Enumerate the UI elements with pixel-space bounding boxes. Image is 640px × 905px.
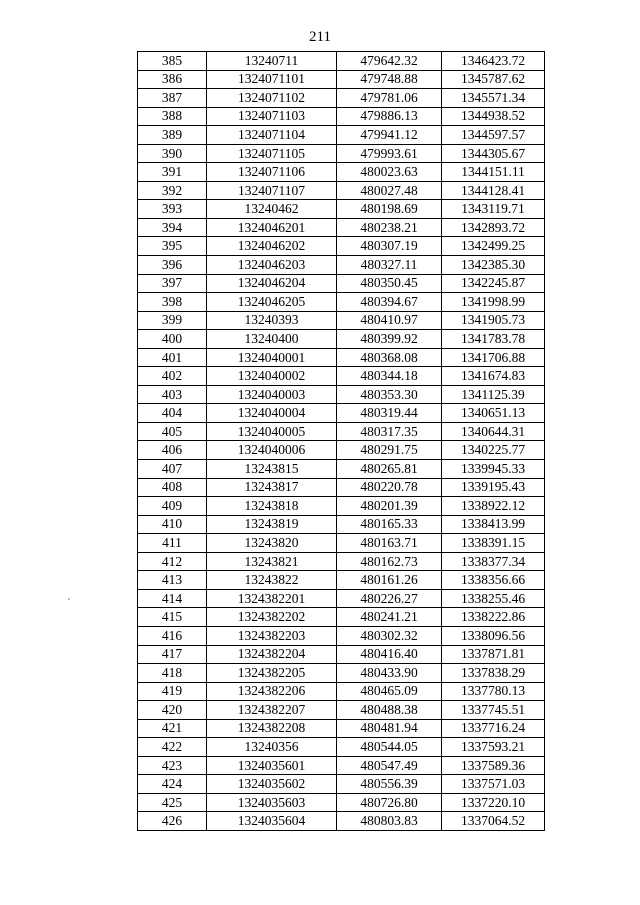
point-id-cell: 1324071106 xyxy=(207,163,337,182)
point-id-cell: 1324382206 xyxy=(207,682,337,701)
x-coordinate-cell: 480726.80 xyxy=(337,793,442,812)
point-id-cell: 1324040006 xyxy=(207,441,337,460)
point-id-cell: 1324071102 xyxy=(207,89,337,108)
x-coordinate-cell: 480488.38 xyxy=(337,701,442,720)
x-coordinate-cell: 480162.73 xyxy=(337,552,442,571)
y-coordinate-cell: 1340644.31 xyxy=(442,422,545,441)
y-coordinate-cell: 1342499.25 xyxy=(442,237,545,256)
table-row xyxy=(138,144,545,163)
y-coordinate-cell: 1339195.43 xyxy=(442,478,545,497)
row-number-cell: 389 xyxy=(138,126,207,145)
table-row xyxy=(138,478,545,497)
table-row xyxy=(138,738,545,757)
row-number-cell: 387 xyxy=(138,89,207,108)
point-id-cell: 13243818 xyxy=(207,497,337,516)
y-coordinate-cell: 1337871.81 xyxy=(442,645,545,664)
row-number-cell: 420 xyxy=(138,701,207,720)
point-id-cell: 1324046201 xyxy=(207,218,337,237)
point-id-cell: 1324046205 xyxy=(207,293,337,312)
coordinates-table-body xyxy=(138,52,545,831)
row-number-cell: 388 xyxy=(138,107,207,126)
table-row xyxy=(138,793,545,812)
row-number-cell: 405 xyxy=(138,422,207,441)
point-id-cell: 13243820 xyxy=(207,534,337,553)
point-id-cell: 1324071107 xyxy=(207,181,337,200)
point-id-cell: 13243822 xyxy=(207,571,337,590)
point-id-cell: 1324071104 xyxy=(207,126,337,145)
x-coordinate-cell: 479886.13 xyxy=(337,107,442,126)
x-coordinate-cell: 480350.45 xyxy=(337,274,442,293)
table-row xyxy=(138,515,545,534)
y-coordinate-cell: 1339945.33 xyxy=(442,460,545,479)
x-coordinate-cell: 480226.27 xyxy=(337,589,442,608)
y-coordinate-cell: 1340225.77 xyxy=(442,441,545,460)
x-coordinate-cell: 480368.08 xyxy=(337,348,442,367)
point-id-cell: 1324382201 xyxy=(207,589,337,608)
y-coordinate-cell: 1344151.11 xyxy=(442,163,545,182)
point-id-cell: 13240462 xyxy=(207,200,337,219)
table-row xyxy=(138,812,545,831)
y-coordinate-cell: 1338413.99 xyxy=(442,515,545,534)
row-number-cell: 385 xyxy=(138,52,207,71)
x-coordinate-cell: 480416.40 xyxy=(337,645,442,664)
point-id-cell: 13243817 xyxy=(207,478,337,497)
x-coordinate-cell: 479781.06 xyxy=(337,89,442,108)
x-coordinate-cell: 480317.35 xyxy=(337,422,442,441)
table-row xyxy=(138,237,545,256)
table-row xyxy=(138,626,545,645)
table-row xyxy=(138,460,545,479)
y-coordinate-cell: 1345571.34 xyxy=(442,89,545,108)
x-coordinate-cell: 480307.19 xyxy=(337,237,442,256)
x-coordinate-cell: 480547.49 xyxy=(337,756,442,775)
y-coordinate-cell: 1341905.73 xyxy=(442,311,545,330)
row-number-cell: 409 xyxy=(138,497,207,516)
table-row xyxy=(138,52,545,71)
x-coordinate-cell: 480238.21 xyxy=(337,218,442,237)
row-number-cell: 398 xyxy=(138,293,207,312)
y-coordinate-cell: 1340651.13 xyxy=(442,404,545,423)
row-number-cell: 410 xyxy=(138,515,207,534)
table-row xyxy=(138,348,545,367)
row-number-cell: 402 xyxy=(138,367,207,386)
x-coordinate-cell: 480556.39 xyxy=(337,775,442,794)
table-row xyxy=(138,385,545,404)
x-coordinate-cell: 480803.83 xyxy=(337,812,442,831)
y-coordinate-cell: 1343119.71 xyxy=(442,200,545,219)
row-number-cell: 393 xyxy=(138,200,207,219)
x-coordinate-cell: 480319.44 xyxy=(337,404,442,423)
row-number-cell: 395 xyxy=(138,237,207,256)
x-coordinate-cell: 480161.26 xyxy=(337,571,442,590)
row-number-cell: 414 xyxy=(138,589,207,608)
x-coordinate-cell: 480265.81 xyxy=(337,460,442,479)
x-coordinate-cell: 479748.88 xyxy=(337,70,442,89)
table-row xyxy=(138,70,545,89)
row-number-cell: 399 xyxy=(138,311,207,330)
point-id-cell: 1324046204 xyxy=(207,274,337,293)
table-row xyxy=(138,200,545,219)
row-number-cell: 404 xyxy=(138,404,207,423)
point-id-cell: 13240393 xyxy=(207,311,337,330)
y-coordinate-cell: 1342245.87 xyxy=(442,274,545,293)
x-coordinate-cell: 480163.71 xyxy=(337,534,442,553)
point-id-cell: 1324071101 xyxy=(207,70,337,89)
table-row xyxy=(138,701,545,720)
table-row xyxy=(138,775,545,794)
table-row xyxy=(138,719,545,738)
table-row xyxy=(138,293,545,312)
coordinates-table xyxy=(137,51,545,831)
y-coordinate-cell: 1337838.29 xyxy=(442,664,545,683)
x-coordinate-cell: 480344.18 xyxy=(337,367,442,386)
table-row xyxy=(138,89,545,108)
row-number-cell: 421 xyxy=(138,719,207,738)
x-coordinate-cell: 480241.21 xyxy=(337,608,442,627)
y-coordinate-cell: 1338096.56 xyxy=(442,626,545,645)
table-row xyxy=(138,552,545,571)
scan-speck xyxy=(68,598,70,600)
x-coordinate-cell: 480465.09 xyxy=(337,682,442,701)
y-coordinate-cell: 1337593.21 xyxy=(442,738,545,757)
table-row xyxy=(138,756,545,775)
row-number-cell: 416 xyxy=(138,626,207,645)
x-coordinate-cell: 480220.78 xyxy=(337,478,442,497)
point-id-cell: 1324040003 xyxy=(207,385,337,404)
row-number-cell: 392 xyxy=(138,181,207,200)
table-row xyxy=(138,218,545,237)
y-coordinate-cell: 1342385.30 xyxy=(442,256,545,275)
y-coordinate-cell: 1344305.67 xyxy=(442,144,545,163)
y-coordinate-cell: 1338255.46 xyxy=(442,589,545,608)
x-coordinate-cell: 479993.61 xyxy=(337,144,442,163)
point-id-cell: 1324035602 xyxy=(207,775,337,794)
x-coordinate-cell: 480327.11 xyxy=(337,256,442,275)
point-id-cell: 13240711 xyxy=(207,52,337,71)
x-coordinate-cell: 480198.69 xyxy=(337,200,442,219)
table-row xyxy=(138,274,545,293)
point-id-cell: 1324382202 xyxy=(207,608,337,627)
y-coordinate-cell: 1344938.52 xyxy=(442,107,545,126)
y-coordinate-cell: 1337220.10 xyxy=(442,793,545,812)
table-row xyxy=(138,126,545,145)
point-id-cell: 1324382207 xyxy=(207,701,337,720)
row-number-cell: 390 xyxy=(138,144,207,163)
table-row xyxy=(138,682,545,701)
x-coordinate-cell: 480291.75 xyxy=(337,441,442,460)
y-coordinate-cell: 1338391.15 xyxy=(442,534,545,553)
y-coordinate-cell: 1342893.72 xyxy=(442,218,545,237)
row-number-cell: 424 xyxy=(138,775,207,794)
table-row xyxy=(138,571,545,590)
y-coordinate-cell: 1341783.78 xyxy=(442,330,545,349)
y-coordinate-cell: 1337571.03 xyxy=(442,775,545,794)
row-number-cell: 412 xyxy=(138,552,207,571)
x-coordinate-cell: 479941.12 xyxy=(337,126,442,145)
row-number-cell: 408 xyxy=(138,478,207,497)
row-number-cell: 422 xyxy=(138,738,207,757)
y-coordinate-cell: 1338222.86 xyxy=(442,608,545,627)
y-coordinate-cell: 1344597.57 xyxy=(442,126,545,145)
x-coordinate-cell: 480394.67 xyxy=(337,293,442,312)
table-row xyxy=(138,367,545,386)
table-row xyxy=(138,534,545,553)
y-coordinate-cell: 1337589.36 xyxy=(442,756,545,775)
y-coordinate-cell: 1337716.24 xyxy=(442,719,545,738)
table-row xyxy=(138,497,545,516)
y-coordinate-cell: 1341674.83 xyxy=(442,367,545,386)
x-coordinate-cell: 480353.30 xyxy=(337,385,442,404)
table-row xyxy=(138,311,545,330)
row-number-cell: 411 xyxy=(138,534,207,553)
table-row xyxy=(138,256,545,275)
row-number-cell: 396 xyxy=(138,256,207,275)
table-row xyxy=(138,107,545,126)
y-coordinate-cell: 1337745.51 xyxy=(442,701,545,720)
table-row xyxy=(138,330,545,349)
row-number-cell: 417 xyxy=(138,645,207,664)
x-coordinate-cell: 480481.94 xyxy=(337,719,442,738)
row-number-cell: 406 xyxy=(138,441,207,460)
y-coordinate-cell: 1341125.39 xyxy=(442,385,545,404)
point-id-cell: 1324040004 xyxy=(207,404,337,423)
x-coordinate-cell: 480302.32 xyxy=(337,626,442,645)
row-number-cell: 407 xyxy=(138,460,207,479)
point-id-cell: 1324382204 xyxy=(207,645,337,664)
y-coordinate-cell: 1337780.13 xyxy=(442,682,545,701)
point-id-cell: 13243821 xyxy=(207,552,337,571)
point-id-cell: 1324035604 xyxy=(207,812,337,831)
point-id-cell: 1324071105 xyxy=(207,144,337,163)
x-coordinate-cell: 480544.05 xyxy=(337,738,442,757)
row-number-cell: 403 xyxy=(138,385,207,404)
row-number-cell: 413 xyxy=(138,571,207,590)
point-id-cell: 1324382205 xyxy=(207,664,337,683)
point-id-cell: 13243819 xyxy=(207,515,337,534)
x-coordinate-cell: 479642.32 xyxy=(337,52,442,71)
row-number-cell: 397 xyxy=(138,274,207,293)
x-coordinate-cell: 480410.97 xyxy=(337,311,442,330)
point-id-cell: 1324046202 xyxy=(207,237,337,256)
y-coordinate-cell: 1338356.66 xyxy=(442,571,545,590)
point-id-cell: 1324040001 xyxy=(207,348,337,367)
row-number-cell: 401 xyxy=(138,348,207,367)
table-row xyxy=(138,422,545,441)
table-row xyxy=(138,664,545,683)
point-id-cell: 1324035601 xyxy=(207,756,337,775)
point-id-cell: 1324046203 xyxy=(207,256,337,275)
table-row xyxy=(138,645,545,664)
point-id-cell: 1324040002 xyxy=(207,367,337,386)
point-id-cell: 1324382208 xyxy=(207,719,337,738)
y-coordinate-cell: 1341706.88 xyxy=(442,348,545,367)
row-number-cell: 394 xyxy=(138,218,207,237)
x-coordinate-cell: 480027.48 xyxy=(337,181,442,200)
point-id-cell: 1324040005 xyxy=(207,422,337,441)
table-row xyxy=(138,163,545,182)
x-coordinate-cell: 480433.90 xyxy=(337,664,442,683)
row-number-cell: 400 xyxy=(138,330,207,349)
table-row xyxy=(138,404,545,423)
row-number-cell: 415 xyxy=(138,608,207,627)
row-number-cell: 425 xyxy=(138,793,207,812)
point-id-cell: 13243815 xyxy=(207,460,337,479)
point-id-cell: 13240400 xyxy=(207,330,337,349)
page-number: 211 xyxy=(309,29,331,45)
point-id-cell: 1324071103 xyxy=(207,107,337,126)
table-row xyxy=(138,181,545,200)
row-number-cell: 391 xyxy=(138,163,207,182)
row-number-cell: 418 xyxy=(138,664,207,683)
table-row xyxy=(138,589,545,608)
y-coordinate-cell: 1341998.99 xyxy=(442,293,545,312)
y-coordinate-cell: 1345787.62 xyxy=(442,70,545,89)
x-coordinate-cell: 480201.39 xyxy=(337,497,442,516)
y-coordinate-cell: 1338922.12 xyxy=(442,497,545,516)
y-coordinate-cell: 1346423.72 xyxy=(442,52,545,71)
x-coordinate-cell: 480399.92 xyxy=(337,330,442,349)
y-coordinate-cell: 1338377.34 xyxy=(442,552,545,571)
row-number-cell: 423 xyxy=(138,756,207,775)
y-coordinate-cell: 1337064.52 xyxy=(442,812,545,831)
table-row xyxy=(138,608,545,627)
row-number-cell: 386 xyxy=(138,70,207,89)
x-coordinate-cell: 480023.63 xyxy=(337,163,442,182)
point-id-cell: 1324382203 xyxy=(207,626,337,645)
x-coordinate-cell: 480165.33 xyxy=(337,515,442,534)
point-id-cell: 13240356 xyxy=(207,738,337,757)
row-number-cell: 419 xyxy=(138,682,207,701)
point-id-cell: 1324035603 xyxy=(207,793,337,812)
table-row xyxy=(138,441,545,460)
y-coordinate-cell: 1344128.41 xyxy=(442,181,545,200)
row-number-cell: 426 xyxy=(138,812,207,831)
